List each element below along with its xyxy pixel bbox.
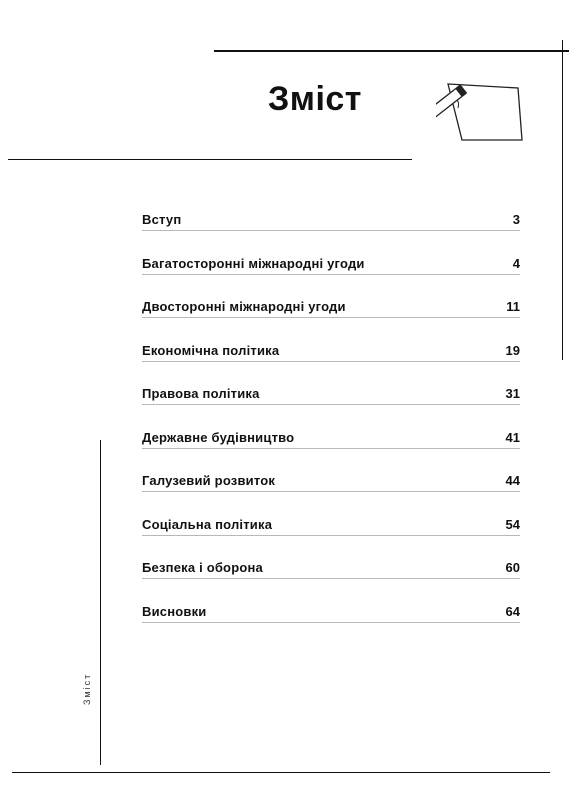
page-title: Зміст	[268, 80, 362, 118]
toc-entry-line	[142, 274, 520, 275]
toc-entry-label: Галузевий розвиток	[142, 473, 276, 488]
toc-entry[interactable]	[142, 600, 520, 644]
toc-entry[interactable]	[142, 382, 520, 426]
toc-entry-line	[142, 622, 520, 623]
toc-entry-line	[142, 578, 520, 579]
toc-entry-page: 54	[505, 516, 520, 532]
toc-entry-label: Вступ	[142, 212, 182, 227]
toc-entry-page: 31	[505, 386, 520, 401]
toc-entry-page: 4	[512, 255, 520, 271]
toc-entry[interactable]	[142, 295, 520, 339]
toc-entry-page: 41	[505, 429, 520, 445]
toc-entry-label: Правова політика	[142, 386, 260, 401]
toc-entry[interactable]	[142, 339, 520, 383]
toc-entry-label: Безпека і оборона	[142, 560, 263, 575]
right-edge-rule	[562, 40, 563, 360]
toc-entry-line	[142, 448, 520, 449]
toc-entry-page: 19	[505, 342, 520, 358]
toc-entry-line	[142, 491, 520, 492]
toc-entry-page: 11	[506, 299, 520, 314]
toc-entry-label: Багатосторонні міжнародні угоди	[142, 255, 365, 271]
toc-entry-label: Двосторонні міжнародні угоди	[142, 299, 346, 314]
toc-entry-page: 60	[505, 560, 520, 575]
toc-entry-label: Державне будівництво	[142, 429, 295, 445]
toc-entry-line	[142, 404, 520, 405]
toc-entry[interactable]	[142, 513, 520, 557]
toc-entry[interactable]	[142, 469, 520, 513]
toc-entry-line	[142, 535, 520, 536]
toc-entry[interactable]	[142, 556, 520, 600]
toc-entry-label: Соціальна політика	[142, 516, 273, 532]
table-of-contents	[142, 208, 520, 643]
toc-entry-label: Економічна політика	[142, 342, 280, 358]
left-vertical-rule	[100, 440, 101, 765]
toc-entry-page: 44	[505, 473, 520, 488]
toc-entry-line	[142, 361, 520, 362]
pencil-on-paper-icon	[436, 78, 526, 144]
sidebar-section-label: Зміст	[82, 672, 92, 705]
toc-entry-label: Висновки	[142, 603, 207, 619]
toc-entry-line	[142, 230, 520, 231]
bottom-rule	[12, 772, 550, 773]
toc-entry-page: 64	[505, 603, 520, 619]
toc-entry[interactable]	[142, 252, 520, 296]
title-underline-rule	[8, 159, 412, 160]
toc-entry[interactable]	[142, 208, 520, 252]
toc-entry[interactable]	[142, 426, 520, 470]
toc-entry-line	[142, 317, 520, 318]
top-rule	[214, 50, 569, 52]
toc-entry-page: 3	[512, 212, 520, 227]
